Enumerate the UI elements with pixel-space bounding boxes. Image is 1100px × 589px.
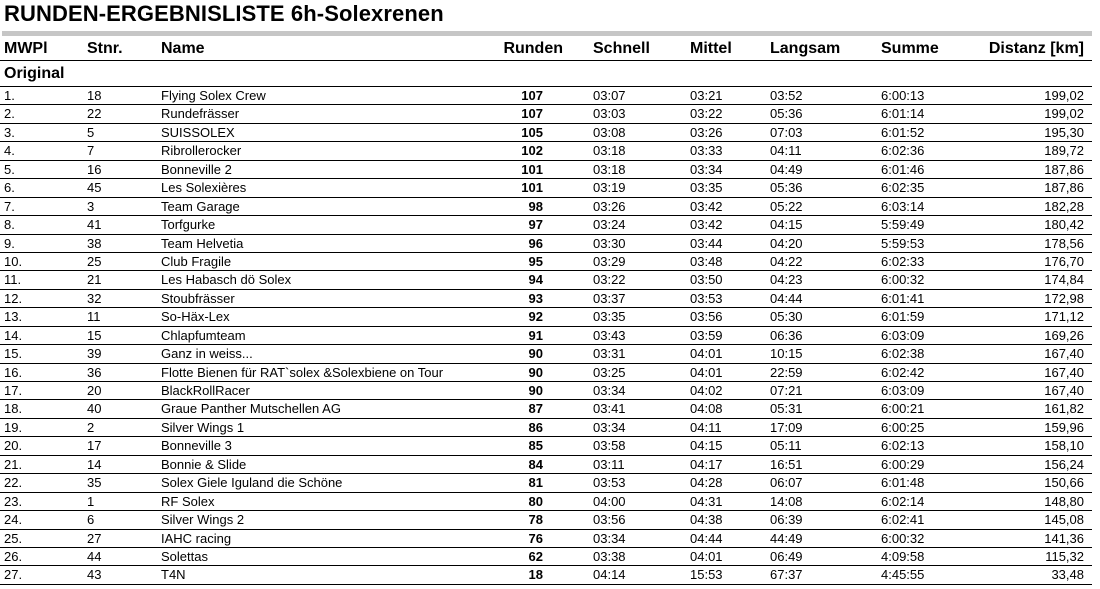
table-row <box>0 548 1092 566</box>
cell-fastest: 04:14 <box>593 567 626 583</box>
table-row <box>0 364 1092 382</box>
header-fastest: Schnell <box>593 40 650 57</box>
cell-name: Torfgurke <box>161 217 216 233</box>
table-row <box>0 419 1092 437</box>
cell-distance: 199,02 <box>1044 88 1084 103</box>
table-row <box>0 179 1092 197</box>
cell-start-number: 15 <box>87 327 102 343</box>
cell-name: Bonneville 3 <box>161 438 232 454</box>
cell-fastest: 03:26 <box>593 198 626 214</box>
cell-fastest: 03:08 <box>593 124 626 140</box>
cell-rank: 8. <box>4 217 15 233</box>
cell-name: Silver Wings 1 <box>161 419 245 435</box>
cell-distance: 161,82 <box>1044 401 1084 417</box>
table-row <box>0 566 1092 584</box>
cell-average: 03:21 <box>690 88 723 103</box>
table-row <box>0 142 1092 160</box>
table-row <box>0 216 1092 234</box>
cell-slowest: 05:31 <box>770 401 803 417</box>
cell-distance: 174,84 <box>1044 272 1084 288</box>
header-start-number: Stnr. <box>87 40 123 57</box>
cell-slowest: 22:59 <box>770 364 803 380</box>
cell-name: Graue Panther Mutschellen AG <box>161 401 341 417</box>
table-row <box>0 511 1092 529</box>
cell-average: 03:33 <box>690 143 723 159</box>
cell-average: 04:01 <box>690 364 723 380</box>
cell-laps: 95 <box>528 253 543 269</box>
cell-distance: 199,02 <box>1044 106 1084 122</box>
cell-distance: 172,98 <box>1044 290 1084 306</box>
cell-total-time: 6:00:13 <box>881 88 925 103</box>
cell-slowest: 05:11 <box>770 438 802 454</box>
cell-laps: 107 <box>521 88 543 103</box>
cell-laps: 85 <box>528 438 543 454</box>
cell-rank: 23. <box>4 493 23 509</box>
section-label: Original <box>4 65 65 82</box>
cell-average: 03:35 <box>690 180 723 196</box>
cell-start-number: 7 <box>87 143 95 159</box>
cell-average: 03:42 <box>690 198 723 214</box>
cell-fastest: 03:25 <box>593 364 626 380</box>
cell-slowest: 04:49 <box>770 161 803 177</box>
cell-total-time: 5:59:53 <box>881 235 925 251</box>
table-row <box>0 198 1092 216</box>
cell-start-number: 17 <box>87 438 102 454</box>
cell-rank: 20. <box>4 438 23 454</box>
cell-name: BlackRollRacer <box>161 383 250 398</box>
cell-total-time: 6:00:32 <box>881 530 925 546</box>
cell-slowest: 14:08 <box>770 493 803 509</box>
cell-average: 03:48 <box>690 253 723 269</box>
cell-laps: 84 <box>528 456 543 472</box>
cell-total-time: 6:02:33 <box>881 253 925 269</box>
cell-average: 04:17 <box>690 456 723 472</box>
cell-distance: 156,24 <box>1044 456 1084 472</box>
cell-laps: 105 <box>521 124 543 140</box>
cell-total-time: 6:02:14 <box>881 493 925 509</box>
results-table-body <box>0 87 1092 585</box>
cell-fastest: 03:34 <box>593 530 626 546</box>
cell-slowest: 05:22 <box>770 198 803 214</box>
cell-slowest: 10:15 <box>770 346 803 362</box>
cell-average: 04:11 <box>690 419 722 435</box>
cell-slowest: 03:52 <box>770 88 803 103</box>
cell-name: T4N <box>161 567 186 583</box>
cell-total-time: 6:03:09 <box>881 383 925 398</box>
cell-laps: 91 <box>528 327 543 343</box>
header-total-time: Summe <box>881 40 939 57</box>
cell-name: Solettas <box>161 548 208 564</box>
cell-start-number: 18 <box>87 88 102 103</box>
table-row <box>0 382 1092 400</box>
cell-rank: 10. <box>4 253 23 269</box>
cell-average: 03:59 <box>690 327 723 343</box>
table-row <box>0 456 1092 474</box>
cell-distance: 145,08 <box>1044 512 1084 528</box>
cell-start-number: 21 <box>87 272 102 288</box>
cell-fastest: 03:35 <box>593 309 626 325</box>
cell-slowest: 04:23 <box>770 272 803 288</box>
cell-distance: 171,12 <box>1044 309 1084 325</box>
cell-average: 03:34 <box>690 161 723 177</box>
cell-average: 03:44 <box>690 235 723 251</box>
cell-fastest: 03:18 <box>593 143 626 159</box>
cell-laps: 107 <box>521 106 543 122</box>
cell-total-time: 6:02:42 <box>881 364 925 380</box>
cell-distance: 180,42 <box>1044 217 1084 233</box>
cell-slowest: 06:07 <box>770 475 803 491</box>
page-title: RUNDEN-ERGEBNISLISTE 6h-Solexrenen <box>4 1 444 26</box>
cell-slowest: 06:36 <box>770 327 803 343</box>
cell-average: 04:15 <box>690 438 723 454</box>
cell-distance: 158,10 <box>1044 438 1084 454</box>
cell-fastest: 03:31 <box>593 346 626 362</box>
cell-name: IAHC racing <box>161 530 232 546</box>
cell-name: Flying Solex Crew <box>161 88 266 103</box>
cell-fastest: 03:56 <box>593 512 626 528</box>
cell-laps: 98 <box>528 198 543 214</box>
cell-slowest: 04:22 <box>770 253 803 269</box>
cell-average: 03:50 <box>690 272 723 288</box>
table-row <box>0 530 1092 548</box>
table-row <box>0 290 1092 308</box>
cell-average: 04:01 <box>690 548 723 564</box>
cell-rank: 6. <box>4 180 15 196</box>
cell-laps: 76 <box>528 530 543 546</box>
cell-fastest: 03:11 <box>593 456 625 472</box>
table-row <box>0 124 1092 142</box>
cell-laps: 18 <box>528 567 543 583</box>
cell-average: 04:02 <box>690 383 723 398</box>
cell-name: Silver Wings 2 <box>161 512 245 528</box>
cell-total-time: 4:45:55 <box>881 567 925 583</box>
cell-average: 03:22 <box>690 106 723 122</box>
cell-start-number: 39 <box>87 346 102 362</box>
table-row <box>0 474 1092 492</box>
cell-distance: 148,80 <box>1044 493 1084 509</box>
cell-rank: 21. <box>4 456 23 472</box>
cell-name: Les Habasch dö Solex <box>161 272 292 288</box>
cell-average: 04:31 <box>690 493 723 509</box>
cell-total-time: 6:01:48 <box>881 475 925 491</box>
table-row <box>0 345 1092 363</box>
cell-distance: 167,40 <box>1044 383 1084 398</box>
cell-name: Stoubfrässer <box>161 290 235 306</box>
cell-start-number: 2 <box>87 419 95 435</box>
cell-start-number: 14 <box>87 456 102 472</box>
cell-total-time: 6:00:32 <box>881 272 925 288</box>
cell-average: 03:42 <box>690 217 723 233</box>
header-slowest: Langsam <box>770 40 841 57</box>
cell-laps: 90 <box>528 364 543 380</box>
cell-total-time: 6:00:21 <box>881 401 925 417</box>
cell-laps: 87 <box>528 401 543 417</box>
cell-name: Flotte Bienen für RAT`solex &Solexbiene on Tour <box>161 364 444 380</box>
cell-laps: 101 <box>521 180 543 196</box>
cell-rank: 7. <box>4 198 15 214</box>
cell-start-number: 25 <box>87 253 102 269</box>
cell-rank: 27. <box>4 567 23 583</box>
cell-rank: 25. <box>4 530 23 546</box>
cell-distance: 167,40 <box>1044 346 1084 362</box>
cell-laps: 90 <box>528 383 543 398</box>
cell-name: Les Solexières <box>161 180 247 196</box>
cell-start-number: 41 <box>87 217 102 233</box>
cell-average: 04:08 <box>690 401 723 417</box>
cell-name: Solex Giele Iguland die Schöne <box>161 475 343 491</box>
cell-rank: 16. <box>4 364 23 380</box>
cell-slowest: 04:15 <box>770 217 803 233</box>
cell-start-number: 36 <box>87 364 102 380</box>
cell-start-number: 45 <box>87 180 102 196</box>
cell-name: Bonneville 2 <box>161 161 232 177</box>
cell-rank: 14. <box>4 327 23 343</box>
table-header <box>0 38 1092 61</box>
cell-name: Rundefrässer <box>161 106 240 122</box>
cell-start-number: 44 <box>87 548 102 564</box>
table-row <box>0 105 1092 123</box>
table-row <box>0 253 1092 271</box>
table-row <box>0 87 1092 105</box>
cell-fastest: 03:38 <box>593 548 626 564</box>
cell-start-number: 6 <box>87 512 95 528</box>
cell-distance: 195,30 <box>1044 124 1084 140</box>
cell-name: SUISSOLEX <box>161 124 235 140</box>
cell-rank: 12. <box>4 290 23 306</box>
cell-distance: 141,36 <box>1044 530 1084 546</box>
header-distance: Distanz [km] <box>988 40 1084 57</box>
cell-name: RF Solex <box>161 493 215 509</box>
cell-fastest: 03:58 <box>593 438 626 454</box>
cell-laps: 94 <box>528 272 543 288</box>
cell-fastest: 03:18 <box>593 161 626 177</box>
cell-distance: 169,26 <box>1044 327 1084 343</box>
cell-fastest: 03:29 <box>593 253 626 269</box>
cell-slowest: 07:03 <box>770 124 803 140</box>
cell-total-time: 6:01:59 <box>881 309 925 325</box>
cell-rank: 11. <box>4 272 22 288</box>
cell-slowest: 04:44 <box>770 290 803 306</box>
cell-slowest: 05:30 <box>770 309 803 325</box>
cell-laps: 78 <box>528 512 543 528</box>
title-divider <box>2 31 1092 36</box>
cell-laps: 62 <box>528 548 543 564</box>
cell-rank: 2. <box>4 106 15 122</box>
cell-name: Team Garage <box>161 198 240 214</box>
cell-distance: 167,40 <box>1044 364 1084 380</box>
cell-distance: 115,32 <box>1045 548 1084 564</box>
cell-fastest: 04:00 <box>593 493 626 509</box>
cell-start-number: 20 <box>87 383 102 398</box>
cell-start-number: 35 <box>87 475 102 491</box>
header-rank: MWPl <box>4 40 48 57</box>
cell-start-number: 1 <box>87 493 95 509</box>
cell-rank: 22. <box>4 475 23 491</box>
cell-start-number: 11 <box>87 309 101 325</box>
cell-slowest: 06:49 <box>770 548 803 564</box>
cell-rank: 18. <box>4 401 23 417</box>
cell-laps: 92 <box>528 309 543 325</box>
cell-start-number: 40 <box>87 401 102 417</box>
cell-distance: 182,28 <box>1044 198 1084 214</box>
cell-total-time: 6:01:52 <box>881 124 925 140</box>
cell-start-number: 32 <box>87 290 102 306</box>
table-row <box>0 400 1092 418</box>
table-row <box>0 308 1092 326</box>
cell-name: Team Helvetia <box>161 235 244 251</box>
cell-average: 03:53 <box>690 290 723 306</box>
cell-rank: 4. <box>4 143 15 159</box>
table-row <box>0 235 1092 253</box>
cell-total-time: 6:01:41 <box>881 290 925 306</box>
cell-fastest: 03:41 <box>593 401 626 417</box>
cell-rank: 9. <box>4 235 15 251</box>
cell-start-number: 43 <box>87 567 102 583</box>
cell-name: Chlapfumteam <box>161 327 246 343</box>
table-row <box>0 493 1092 511</box>
table-row <box>0 271 1092 289</box>
cell-laps: 102 <box>521 143 543 159</box>
cell-rank: 17. <box>4 383 23 398</box>
cell-fastest: 03:30 <box>593 235 626 251</box>
cell-laps: 80 <box>528 493 543 509</box>
cell-start-number: 3 <box>87 198 95 214</box>
cell-name: So-Häx-Lex <box>161 309 230 325</box>
table-row <box>0 327 1092 345</box>
cell-name: Bonnie & Slide <box>161 456 247 472</box>
cell-total-time: 6:00:25 <box>881 419 925 435</box>
cell-slowest: 04:20 <box>770 235 803 251</box>
cell-laps: 81 <box>528 475 543 491</box>
cell-total-time: 4:09:58 <box>881 548 925 564</box>
cell-name: Ribrollerocker <box>161 143 242 159</box>
cell-average: 04:01 <box>690 346 723 362</box>
cell-laps: 97 <box>528 217 543 233</box>
cell-total-time: 6:03:09 <box>881 327 925 343</box>
cell-slowest: 44:49 <box>770 530 803 546</box>
cell-slowest: 05:36 <box>770 106 803 122</box>
cell-laps: 96 <box>528 235 543 251</box>
cell-total-time: 6:02:41 <box>881 512 925 528</box>
cell-name: Ganz in weiss... <box>161 346 253 362</box>
table-row <box>0 161 1092 179</box>
cell-total-time: 6:03:14 <box>881 198 925 214</box>
cell-start-number: 38 <box>87 235 102 251</box>
cell-distance: 189,72 <box>1044 143 1084 159</box>
cell-total-time: 6:01:14 <box>881 106 925 122</box>
cell-laps: 93 <box>528 290 543 306</box>
cell-rank: 26. <box>4 548 23 564</box>
cell-slowest: 07:21 <box>770 383 803 398</box>
cell-rank: 1. <box>4 88 15 103</box>
cell-total-time: 6:01:46 <box>881 161 925 177</box>
cell-total-time: 5:59:49 <box>881 217 925 233</box>
cell-fastest: 03:03 <box>593 106 626 122</box>
cell-slowest: 06:39 <box>770 512 803 528</box>
cell-average: 04:28 <box>690 475 723 491</box>
cell-rank: 24. <box>4 512 23 528</box>
cell-fastest: 03:19 <box>593 180 626 196</box>
cell-distance: 176,70 <box>1044 253 1084 269</box>
cell-average: 04:38 <box>690 512 723 528</box>
cell-distance: 33,48 <box>1051 567 1084 583</box>
header-name: Name <box>161 40 205 57</box>
cell-fastest: 03:37 <box>593 290 626 306</box>
cell-slowest: 17:09 <box>770 419 803 435</box>
cell-name: Club Fragile <box>161 253 232 269</box>
cell-rank: 15. <box>4 346 23 362</box>
header-laps: Runden <box>503 40 563 57</box>
cell-fastest: 03:34 <box>593 419 626 435</box>
cell-distance: 178,56 <box>1044 235 1084 251</box>
cell-fastest: 03:53 <box>593 475 626 491</box>
cell-slowest: 67:37 <box>770 567 803 583</box>
cell-total-time: 6:02:38 <box>881 346 925 362</box>
cell-start-number: 27 <box>87 530 102 546</box>
cell-fastest: 03:34 <box>593 383 626 398</box>
cell-average: 03:56 <box>690 309 723 325</box>
cell-rank: 3. <box>4 124 15 140</box>
cell-total-time: 6:02:13 <box>881 438 925 454</box>
cell-average: 03:26 <box>690 124 723 140</box>
cell-total-time: 6:02:35 <box>881 180 925 196</box>
table-row <box>0 437 1092 455</box>
cell-slowest: 05:36 <box>770 180 803 196</box>
cell-average: 04:44 <box>690 530 723 546</box>
cell-distance: 187,86 <box>1044 180 1084 196</box>
cell-slowest: 16:51 <box>770 456 803 472</box>
cell-fastest: 03:22 <box>593 272 626 288</box>
cell-start-number: 22 <box>87 106 102 122</box>
cell-start-number: 16 <box>87 161 102 177</box>
cell-distance: 150,66 <box>1044 475 1084 491</box>
cell-fastest: 03:07 <box>593 88 626 103</box>
cell-laps: 101 <box>521 161 543 177</box>
cell-laps: 90 <box>528 346 543 362</box>
cell-rank: 13. <box>4 309 23 325</box>
cell-fastest: 03:24 <box>593 217 626 233</box>
cell-average: 15:53 <box>690 567 723 583</box>
cell-distance: 159,96 <box>1044 419 1084 435</box>
cell-start-number: 5 <box>87 124 95 140</box>
cell-fastest: 03:43 <box>593 327 626 343</box>
cell-distance: 187,86 <box>1044 161 1084 177</box>
cell-total-time: 6:02:36 <box>881 143 925 159</box>
cell-laps: 86 <box>528 419 543 435</box>
cell-rank: 5. <box>4 161 15 177</box>
cell-slowest: 04:11 <box>770 143 802 159</box>
cell-rank: 19. <box>4 419 23 435</box>
header-average: Mittel <box>690 40 732 57</box>
cell-total-time: 6:00:29 <box>881 456 925 472</box>
